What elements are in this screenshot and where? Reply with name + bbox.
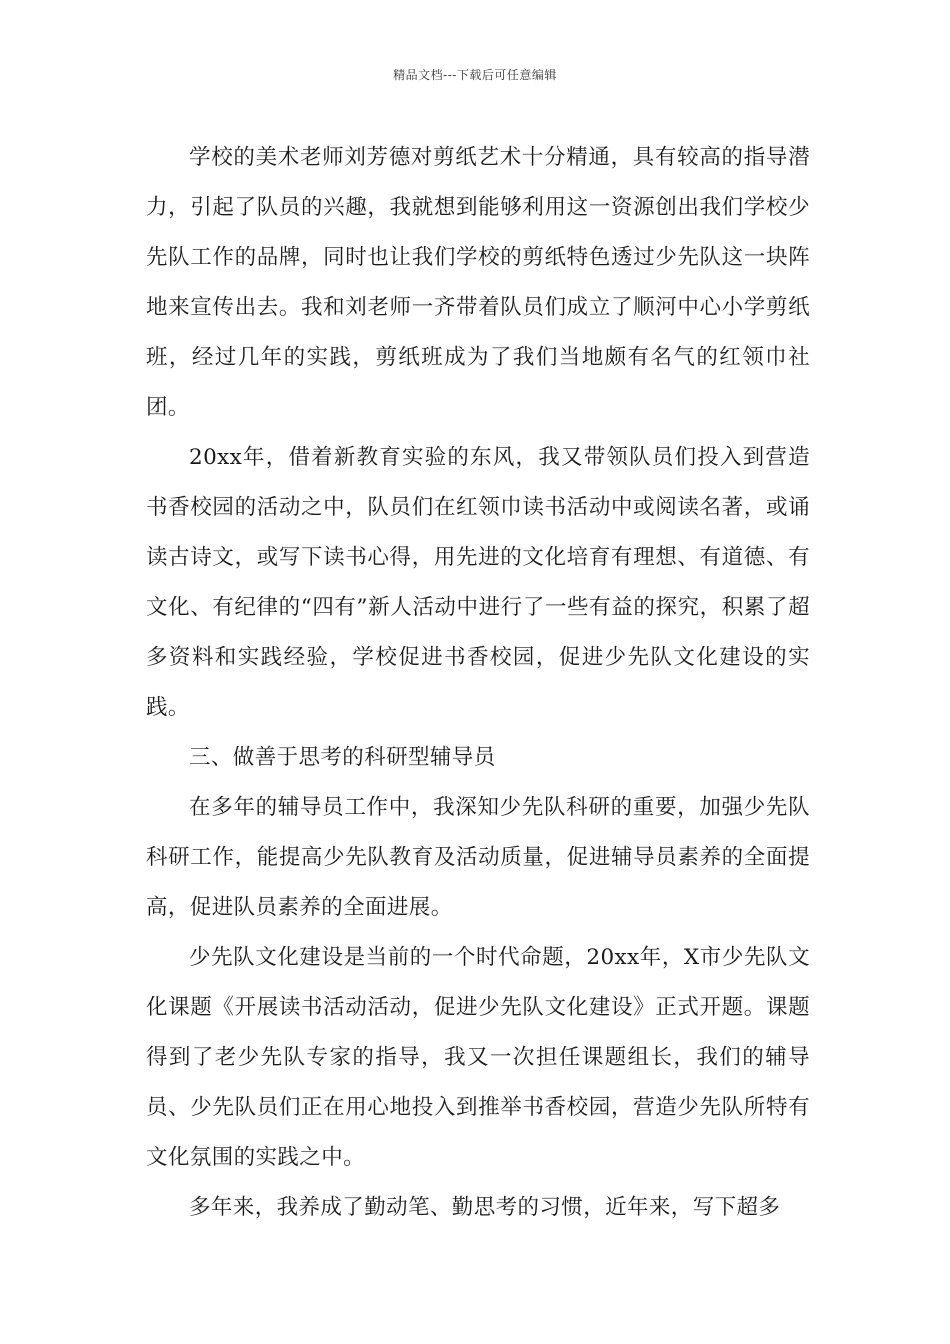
section-heading-research: 三、做善于思考的科研型辅导员	[189, 745, 496, 770]
paragraph-writing-habit: 多年来，我养成了勤动笔、勤思考的习惯，近年来，写下超多	[189, 1195, 781, 1220]
page-header: 精品文档---下载后可任意编辑	[393, 68, 557, 82]
paragraph-papercut-club: 学校的美术老师刘芳德对剪纸艺术十分精通，具有较高的指导潜力，引起了队员的兴趣，我就想到能够利用这一资源创出我们学校少先队工作的品牌，同时也让我们学校的剪纸特色透过少先队这一块阵地来宣传出去。我和刘老师一齐带着队员们成立了顺河中心小学剪纸班，经过几年的实践，剪纸班成为了我们当地颇有名气的红领巾社团。	[146, 145, 810, 420]
document-body	[146, 133, 810, 1233]
paragraph-reading-campus: 20xx年，借着新教育实验的东风，我又带领队员们投入到营造书香校园的活动之中，队员们在红领巾读书活动中或阅读名著，或诵读古诗文，或写下读书心得，用先进的文化培育有理想、有道德、有文化、有纪律的“四有”新人活动中进行了一些有益的探究，积累了超多资料和实践经验，学校促进书香校园，促进少先队文化建设的实践。	[146, 445, 810, 720]
paragraph-research-importance: 在多年的辅导员工作中，我深知少先队科研的重要，加强少先队科研工作，能提高少先队教育及活动质量，促进辅导员素养的全面提高，促进队员素养的全面进展。	[146, 795, 810, 920]
paragraph-culture-project: 少先队文化建设是当前的一个时代命题，20xx年，X市少先队文化课题《开展读书活动活动，促进少先队文化建设》正式开题。课题得到了老少先队专家的指导，我又一次担任课题组长，我们的辅导员、少先队员们正在用心地投入到推举书香校园，营造少先队所特有文化氛围的实践之中。	[146, 945, 810, 1170]
